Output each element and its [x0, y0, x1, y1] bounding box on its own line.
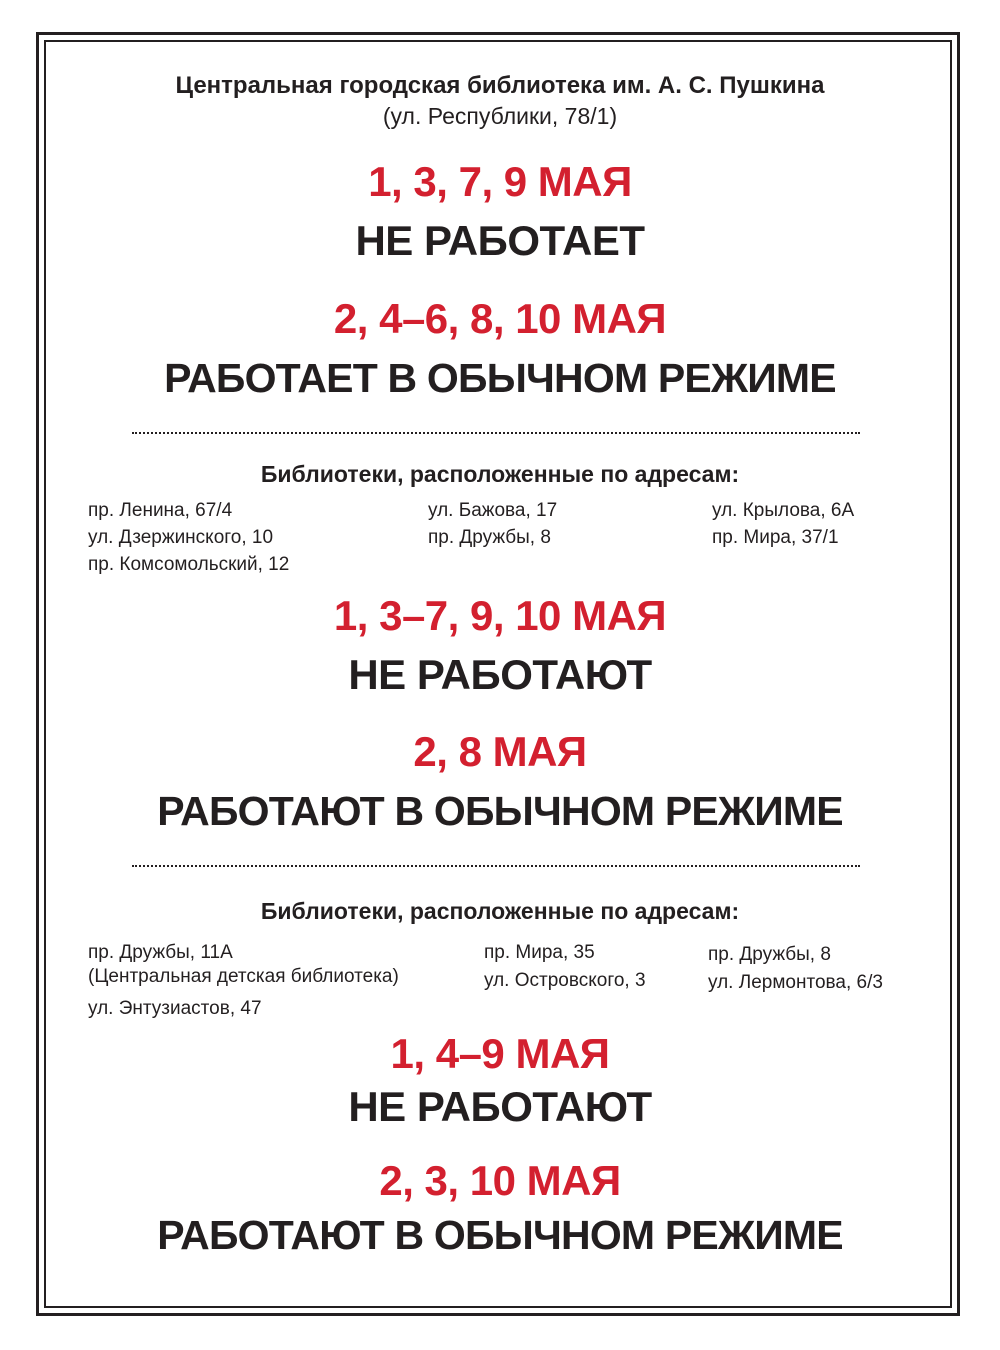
address-item: пр. Дружбы, 8	[708, 944, 831, 965]
address-item: пр. Мира, 37/1	[712, 527, 839, 548]
dotted-divider	[132, 865, 860, 867]
section2-open-dates: 2, 8 МАЯ	[413, 728, 587, 775]
section1-closed-text: НЕ РАБОТАЕТ	[355, 217, 645, 264]
address-item: пр. Мира, 35	[484, 942, 595, 963]
section1-open-dates: 2, 4–6, 8, 10 МАЯ	[333, 295, 667, 342]
section3-open-dates: 2, 3, 10 МАЯ	[379, 1157, 621, 1204]
address-item: пр. Дружбы, 11А	[88, 942, 233, 963]
section1-closed-dates: 1, 3, 7, 9 МАЯ	[368, 158, 632, 205]
section3-closed-text: НЕ РАБОТАЮТ	[348, 1083, 652, 1130]
address-item: ул. Лермонтова, 6/3	[708, 972, 883, 993]
address-item: ул. Энтузиастов, 47	[88, 998, 262, 1019]
section1-open-text: РАБОТАЕТ В ОБЫЧНОМ РЕЖИМЕ	[164, 355, 836, 401]
address-item: пр. Ленина, 67/4	[88, 500, 233, 521]
address-item: пр. Комсомольский, 12	[88, 554, 290, 575]
dotted-divider	[132, 432, 860, 434]
address-item: ул. Бажова, 17	[428, 500, 558, 521]
address-item-note: (Центральная детская библиотека)	[88, 966, 399, 987]
section2-subtitle: Библиотеки, расположенные по адресам:	[260, 461, 740, 487]
library-address: (ул. Республики, 78/1)	[382, 103, 618, 129]
address-item: пр. Дружбы, 8	[428, 527, 551, 548]
section3-subtitle: Библиотеки, расположенные по адресам:	[260, 898, 740, 924]
section2-closed-dates: 1, 3–7, 9, 10 МАЯ	[333, 592, 667, 639]
address-item: ул. Островского, 3	[484, 970, 646, 991]
address-item: ул. Дзержинского, 10	[88, 527, 274, 548]
section3-closed-dates: 1, 4–9 МАЯ	[390, 1030, 610, 1077]
section3-open-text: РАБОТАЮТ В ОБЫЧНОМ РЕЖИМЕ	[157, 1212, 843, 1258]
address-item: ул. Крылова, 6А	[712, 500, 855, 521]
section2-closed-text: НЕ РАБОТАЮТ	[348, 651, 652, 698]
section2-open-text: РАБОТАЮТ В ОБЫЧНОМ РЕЖИМЕ	[157, 788, 843, 834]
library-title: Центральная городская библиотека им. А. С. Пушкина	[175, 72, 825, 99]
